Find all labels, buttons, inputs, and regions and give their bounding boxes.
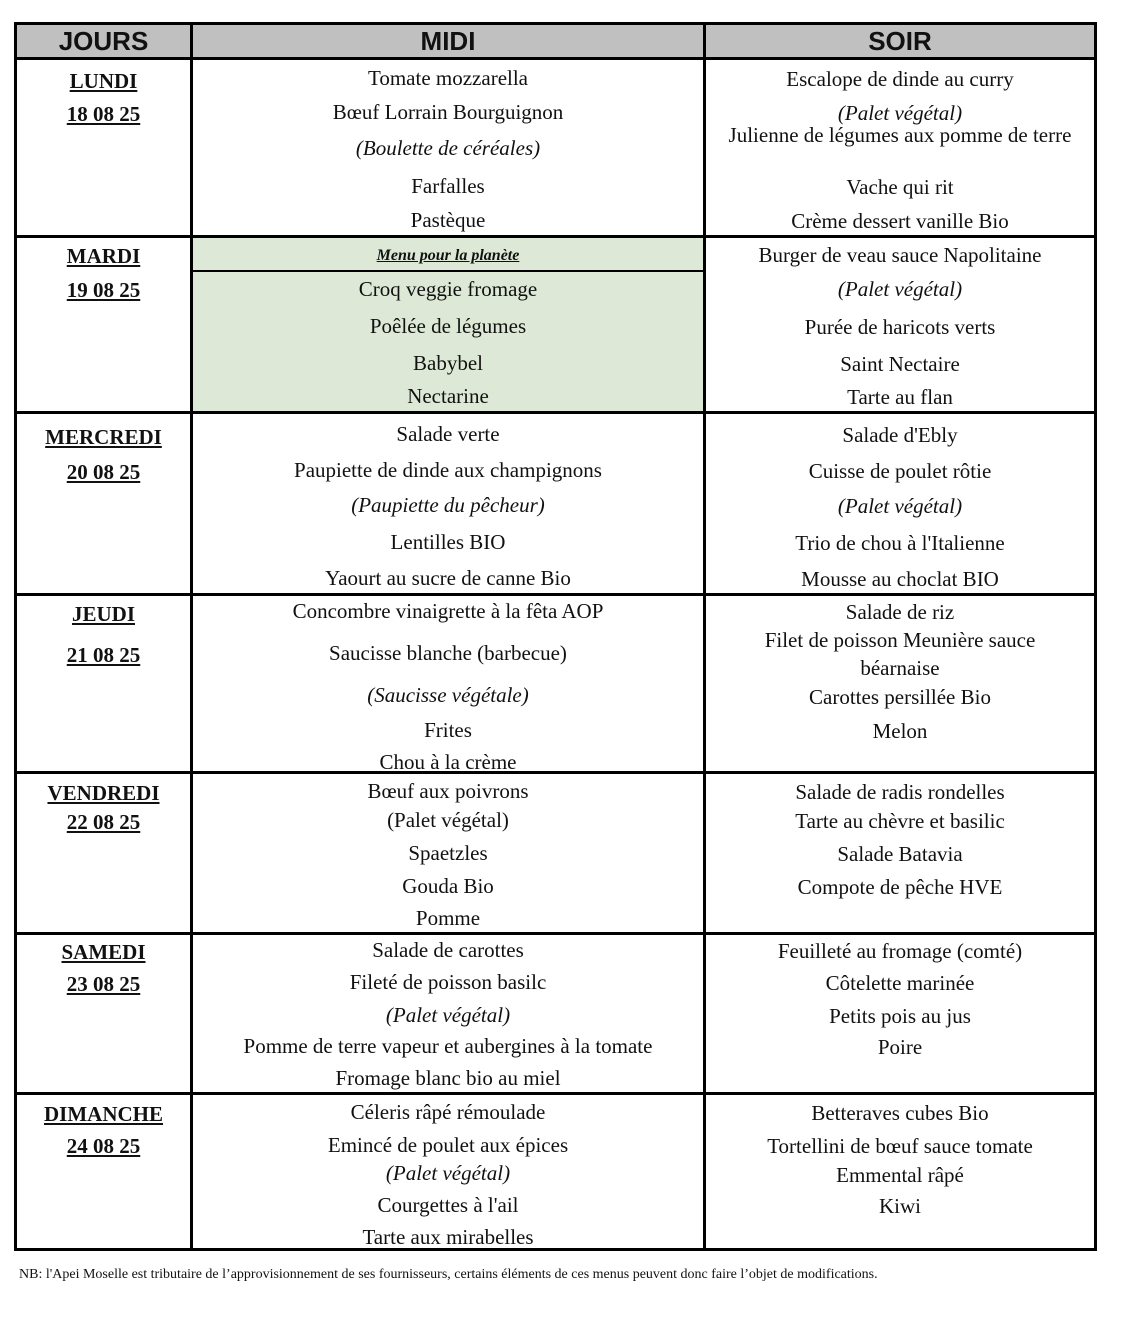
footer-note: NB: l'Apei Moselle est tributaire de l’approvisionnement de ses fournisseurs, certains éléments de ces menus peuvent donc faire l’objet de modifications. <box>19 1267 878 1282</box>
soir-item: Melon <box>872 719 928 743</box>
midi-item: Emincé de poulet aux épices <box>327 1133 569 1157</box>
soir-item: Salade d'Ebly <box>842 423 958 447</box>
midi-item: Paupiette de dinde aux champignons <box>294 458 602 482</box>
row-divider <box>17 1092 1094 1095</box>
soir-item: Poire <box>877 1035 923 1059</box>
menu-table <box>14 22 1097 1251</box>
soir-item: Crème dessert vanille Bio <box>791 209 1009 233</box>
midi-item: Pastèque <box>410 208 486 232</box>
soir-item-vegetarian: (Palet végétal) <box>837 277 963 301</box>
midi-item: Poêlée de légumes <box>369 314 527 338</box>
day-name-samedi: SAMEDI <box>61 940 146 964</box>
midi-item: Nectarine <box>407 384 489 408</box>
midi-item-vegetarian: (Paupiette du pêcheur) <box>351 493 545 517</box>
midi-item: Babybel <box>413 351 483 375</box>
day-date-vendredi: 22 08 25 <box>66 810 141 834</box>
midi-item: Fromage blanc bio au miel <box>335 1066 561 1090</box>
soir-item: Cuisse de poulet rôtie <box>808 459 992 483</box>
midi-item: Chou à la crème <box>379 750 517 774</box>
day-name-mardi: MARDI <box>66 244 141 268</box>
soir-item: Betteraves cubes Bio <box>811 1101 989 1125</box>
midi-item-vegetarian: (Palet végétal) <box>385 1161 511 1185</box>
day-date-samedi: 23 08 25 <box>66 972 141 996</box>
soir-item: Salade de riz <box>845 600 955 624</box>
soir-item: Tarte au chèvre et basilic <box>795 809 1005 833</box>
soir-item: Tortellini de bœuf sauce tomate <box>767 1134 1033 1158</box>
soir-item: Petits pois au jus <box>829 1004 971 1028</box>
soir-item-vegetarian: (Palet végétal) <box>837 494 963 518</box>
midi-item-vegetarian: (Saucisse végétale) <box>367 683 529 707</box>
day-name-dimanche: DIMANCHE <box>44 1102 163 1126</box>
soir-item: Côtelette marinée <box>825 971 975 995</box>
header-jours: JOURS <box>17 25 190 60</box>
row-divider <box>17 411 1094 414</box>
day-name-mercredi: MERCREDI <box>45 425 162 449</box>
soir-item: Mousse au choclat BIO <box>801 567 999 591</box>
midi-item: Spaetzles <box>408 841 488 865</box>
soir-item: Escalope de dinde au curry <box>786 67 1014 91</box>
soir-item: Vache qui rit <box>846 175 954 199</box>
day-date-mardi: 19 08 25 <box>66 278 141 302</box>
planet-banner-divider <box>193 270 703 272</box>
soir-item: Filet de poisson Meunière sauce <box>764 628 1036 652</box>
header-midi: MIDI <box>193 25 703 60</box>
soir-item-vegetarian: (Palet végétal) <box>837 101 963 125</box>
midi-item: Pomme de terre vapeur et aubergines à la tomate <box>243 1034 653 1058</box>
midi-item-vegetarian: (Boulette de céréales) <box>355 136 541 160</box>
midi-item: Céleris râpé rémoulade <box>350 1100 546 1124</box>
soir-item: Tarte au flan <box>847 385 953 409</box>
soir-item: Feuilleté au fromage (comté) <box>777 939 1023 963</box>
day-date-lundi: 18 08 25 <box>66 102 141 126</box>
row-divider <box>17 235 1094 238</box>
soir-item: Salade Batavia <box>837 842 963 866</box>
midi-item: Concombre vinaigrette à la fêta AOP <box>292 599 604 623</box>
midi-item: Pomme <box>415 906 481 930</box>
day-name-lundi: LUNDI <box>69 69 138 93</box>
midi-item-vegetarian: (Palet végétal) <box>387 808 509 832</box>
midi-item: Bœuf Lorrain Bourguignon <box>332 100 564 124</box>
day-name-jeudi: JEUDI <box>71 602 135 626</box>
soir-item: béarnaise <box>860 656 940 680</box>
soir-item: Salade de radis rondelles <box>795 780 1005 804</box>
day-date-jeudi: 21 08 25 <box>66 643 141 667</box>
midi-item: Lentilles BIO <box>390 530 506 554</box>
midi-item: Yaourt au sucre de canne Bio <box>325 566 571 590</box>
day-date-dimanche: 24 08 25 <box>66 1134 141 1158</box>
midi-item-vegetarian: (Palet végétal) <box>385 1003 511 1027</box>
midi-item: Salade de carottes <box>372 938 524 962</box>
soir-item: Carottes persillée Bio <box>809 685 991 709</box>
midi-item: Bœuf aux poivrons <box>367 779 529 803</box>
midi-item: Tomate mozzarella <box>367 66 529 90</box>
soir-item: Saint Nectaire <box>840 352 960 376</box>
midi-item: Salade verte <box>396 422 500 446</box>
soir-item: Trio de chou à l'Italienne <box>795 531 1005 555</box>
midi-item: Frites <box>424 718 472 742</box>
soir-item: Emmental râpé <box>836 1163 964 1187</box>
soir-item: Julienne de légumes aux pomme de terre <box>728 123 1072 147</box>
row-divider <box>17 593 1094 596</box>
header-soir: SOIR <box>706 25 1094 60</box>
midi-item: Farfalles <box>411 174 485 198</box>
midi-item: Gouda Bio <box>402 874 494 898</box>
row-divider <box>17 932 1094 935</box>
soir-item: Compote de pêche HVE <box>797 875 1003 899</box>
midi-item: Croq veggie fromage <box>358 277 538 301</box>
midi-item: Fileté de poisson basilc <box>349 970 547 994</box>
midi-item: Courgettes à l'ail <box>377 1193 519 1217</box>
day-name-vendredi: VENDREDI <box>47 781 160 805</box>
midi-item: Tarte aux mirabelles <box>362 1225 534 1249</box>
soir-item: Kiwi <box>879 1194 921 1218</box>
planet-menu-banner: Menu pour la planète <box>376 247 520 264</box>
midi-item: Saucisse blanche (barbecue) <box>329 641 567 665</box>
soir-item: Purée de haricots verts <box>804 315 996 339</box>
soir-item: Burger de veau sauce Napolitaine <box>758 243 1042 267</box>
day-date-mercredi: 20 08 25 <box>66 460 141 484</box>
